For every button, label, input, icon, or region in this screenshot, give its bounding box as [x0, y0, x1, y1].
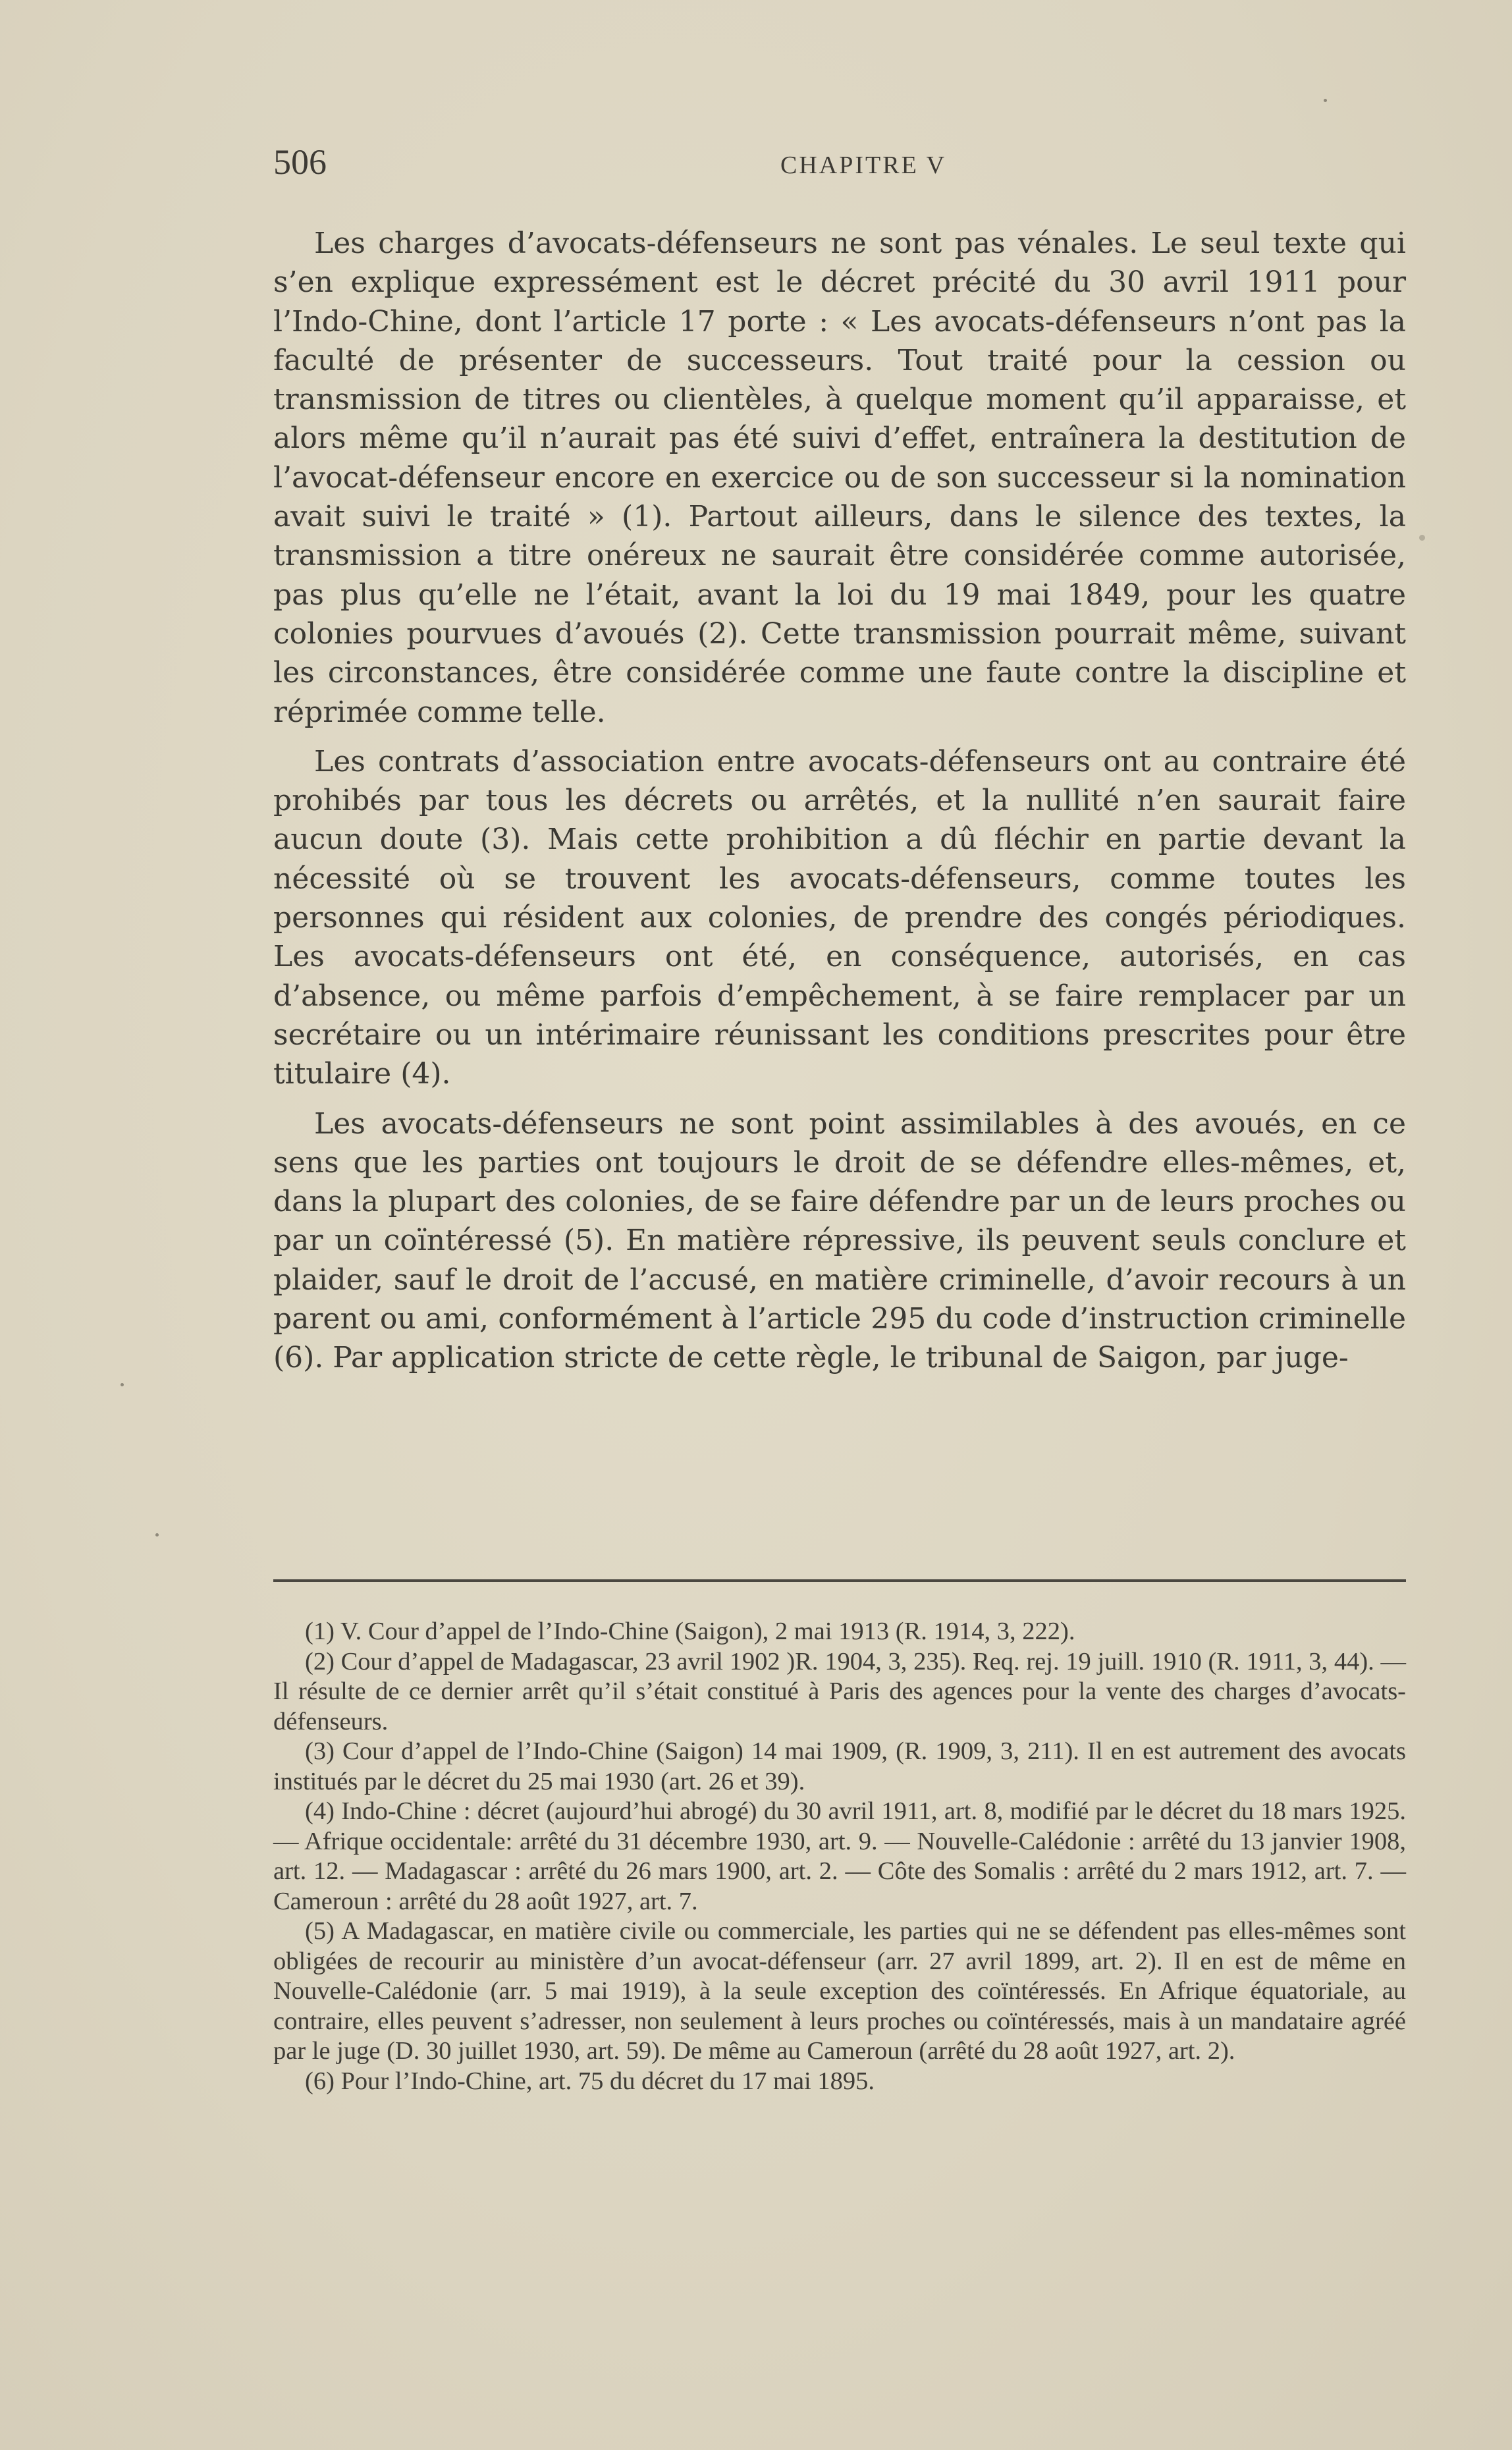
main-text: [273, 224, 1406, 1388]
paper-speck: [1324, 99, 1327, 102]
footnote-2: (2) Cour d’appel de Madagascar, 23 avril 1902 )R. 1904, 3, 235). Req. rej. 19 juill. 1910 (R. 1911, 3, 44). — Il résulte de ce dernier arrêt qu’il s’était constitué à Paris des agences pour la vente des charges d’avocats-défenseurs.: [273, 1647, 1406, 1735]
paper-speck: [1419, 535, 1425, 541]
paragraph: Les charges d’avocats-défenseurs ne sont pas vénales. Le seul texte qui s’en explique expressément est le décret précité du 30 avril 1911 pour l’Indo-Chine, dont l’article 17 porte : « Les avocats-défenseurs n’ont pas la faculté de présenter de successeurs. Tout traité pour la cession ou transmission de titres ou clientèles, à quelque moment qu’il apparaisse, et alors même qu’il n’aurait pas été suivi d’effet, entraînera la destitution de l’avocat-défenseur encore en exercice ou de son successeur si la nomination avait suivi le traité » (1). Partout ailleurs, dans le silence des textes, la transmission a titre onéreux ne saurait être considérée comme autorisée, pas plus qu’elle ne l’était, avant la loi du 19 mai 1849, pour les quatre colonies pourvues d’avoués (2). Cette transmission pourrait même, suivant les circonstances, être considérée comme une faute contre la discipline et réprimée comme telle.: [273, 227, 1406, 729]
footnotes: [273, 1617, 1406, 2096]
paragraph: Les contrats d’association entre avocats-défenseurs ont au contraire été prohibés par tous les décrets ou arrêtés, et la nullité n’en saurait faire aucun doute (3). Mais cette prohibition a dû fléchir en partie devant la nécessité où se trouvent les avocats-défenseurs, comme toutes les personnes qui résident aux colonies, de prendre des congés périodiques. Les avocats-défenseurs ont été, en conséquence, autorisés, en cas d’absence, ou même parfois d’empêchement, à se faire remplacer par un secrétaire ou un intérimaire réunissant les conditions prescrites pour être titulaire (4).: [273, 744, 1406, 1091]
page-number: 506: [273, 142, 327, 182]
footnote-1: (1) V. Cour d’appel de l’Indo-Chine (Saigon), 2 mai 1913 (R. 1914, 3, 222).: [305, 1618, 1075, 1645]
running-head: CHAPITRE V: [780, 151, 947, 179]
paper-speck: [121, 1383, 124, 1386]
footnote-divider: [273, 1579, 1406, 1582]
page-header: [273, 142, 1406, 194]
footnote-3: (3) Cour d’appel de l’Indo-Chine (Saigon) 14 mai 1909, (R. 1909, 3, 211). Il en est autrement des avocats institués par le décret du 25 mai 1930 (art. 26 et 39).: [273, 1737, 1406, 1795]
paragraph: Les avocats-défenseurs ne sont point assimilables à des avoués, en ce sens que les parties ont toujours le droit de se défendre elles-mêmes, et, dans la plupart des colonies, de se faire défendre par un de leurs proches ou par un coïntéressé (5). En matière répressive, ils peuvent seuls conclure et plaider, sauf le droit de l’accusé, en matière criminelle, d’avoir recours à un parent ou ami, conformément à l’article 295 du code d’instruction criminelle (6). Par application stricte de cette règle, le tribunal de Saigon, par juge-: [273, 1106, 1406, 1375]
footnote-6: (6) Pour l’Indo-Chine, art. 75 du décret du 17 mai 1895.: [305, 2067, 875, 2095]
footnote-5: (5) A Madagascar, en matière civile ou commerciale, les parties qui ne se défendent pas elles-mêmes sont obligées de recourir au ministère d’un avocat-défenseur (arr. 27 avril 1899, art. 2). Il en est de même en Nouvelle-Calédonie (arr. 5 mai 1919), à la seule exception des coïntéressés. En Afrique équatoriale, au contraire, elles peuvent s’adresser, non seulement à leurs proches ou coïntéressés, mais à un mandataire agréé par le juge (D. 30 juillet 1930, art. 59). De même au Cameroun (arrêté du 28 août 1927, art. 2).: [273, 1917, 1406, 2065]
footnote-4: (4) Indo-Chine : décret (aujourd’hui abrogé) du 30 avril 1911, art. 8, modifié par le décret du 18 mars 1925. — Afrique occidentale: arrêté du 31 décembre 1930, art. 9. — Nouvelle-Calédonie : arrêté du 13 janvier 1908, art. 12. — Madagascar : arrêté du 26 mars 1900, art. 2. — Côte des Somalis : arrêté du 2 mars 1912, art. 7. — Cameroun : arrêté du 28 août 1927, art. 7.: [273, 1797, 1406, 1915]
paper-speck: [155, 1533, 159, 1537]
